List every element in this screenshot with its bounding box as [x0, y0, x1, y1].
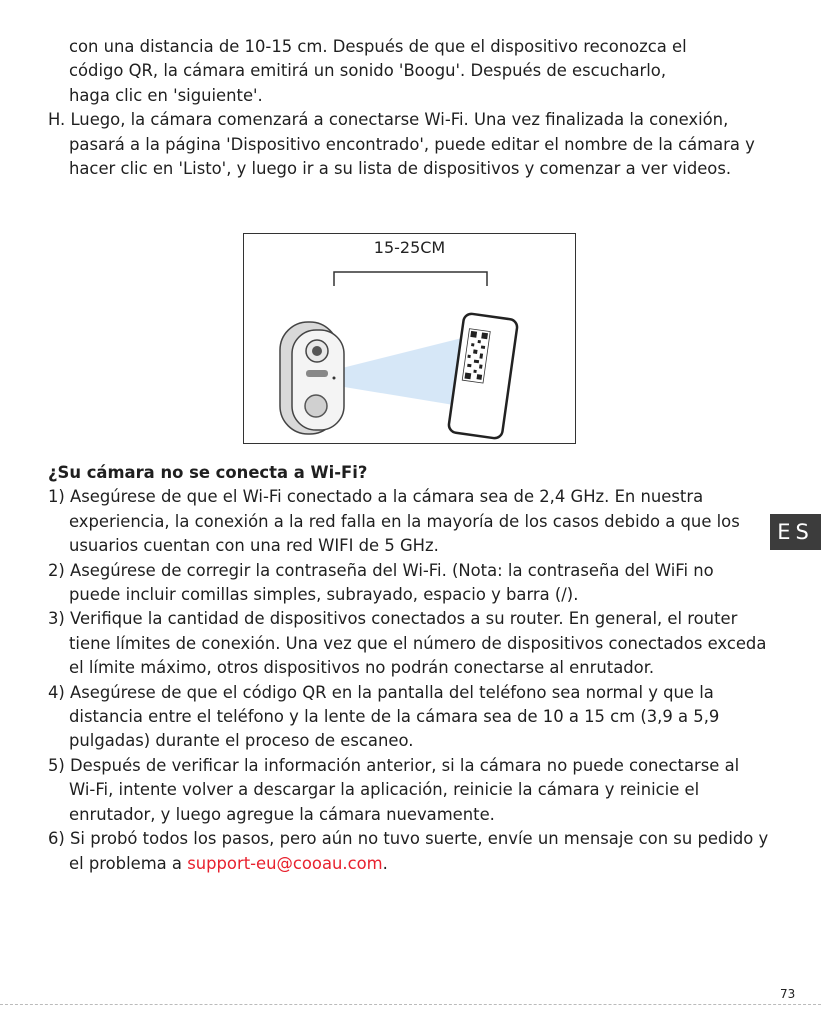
- troubleshoot-item-2: 2) Asegúrese de corregir la contraseña del Wi-Fi. (Nota: la contraseña del WiFi no puede incluir comillas simples, subrayado, espacio y barra (/).: [48, 560, 714, 605]
- step-g-line-1: con una distancia de 10-15 cm. Después de que el dispositivo reconozca el: [69, 37, 687, 56]
- distance-label: 15-25CM: [373, 238, 446, 257]
- camera-pairing-figure: [243, 233, 576, 444]
- language-tab: ES: [770, 514, 821, 550]
- step-g-line-3: haga clic en 'siguiente'.: [69, 85, 263, 105]
- camera-phone-illustration: [244, 234, 575, 443]
- troubleshoot-item-1: 1) Asegúrese de que el Wi-Fi conectado a la cámara sea de 2,4 GHz. En nuestra experiencia, la conexión a la red falla en la mayoría de los casos debido a que los usuarios cuentan con una red WIFI de 5 GHz.: [48, 487, 740, 556]
- troubleshoot-item-5: 5) Después de verificar la información anterior, si la cámara no puede conectarse al Wi-Fi, intente volver a descargar la aplicación, reinicie la cámara y reinicie el enrutador, y luego agregue la cámara nuevamente.: [48, 755, 740, 824]
- distance-bracket: [334, 272, 487, 286]
- troubleshoot-item-6: [48, 827, 770, 876]
- scan-beam: [326, 337, 466, 407]
- troubleshoot-item-3: 3) Verifique la cantidad de dispositivos conectados a su router. En general, el router tiene límites de conexión. Una vez que el número de dispositivos conectados exceda el límite máximo, otros dispositivos no podrán conectarse al enrutador.: [48, 609, 767, 678]
- intro-section: [48, 35, 770, 181]
- page-number: 73: [780, 987, 796, 1001]
- item-6-text: 6) Si probó todos los pasos, pero aún no tuvo suerte, envíe un mensaje con su pedido y el problema a: [48, 829, 769, 873]
- step-g-line-2: código QR, la cámara emitirá un sonido 'Boogu'. Después de escucharlo,: [69, 61, 667, 81]
- troubleshoot-item-4: 4) Asegúrese de que el código QR en la pantalla del teléfono sea normal y que la distancia entre el teléfono y la lente de la cámara sea de 10 a 15 cm (3,9 a 5,9 pulgadas) durante el proceso de escaneo.: [48, 682, 720, 751]
- troubleshoot-heading: ¿Su cámara no se conecta a Wi-Fi?: [48, 463, 368, 482]
- camera-icon: [280, 322, 344, 434]
- page-edge-divider: [0, 1004, 821, 1005]
- phone-icon: [448, 313, 518, 439]
- step-h: H. Luego, la cámara comenzará a conectarse Wi-Fi. Una vez finalizada la conexión, pasará a la página 'Dispositivo encontrado', puede editar el nombre de la cámara y hacer clic en 'Listo', y luego ir a su lista de dispositivos y comenzar a ver videos.: [48, 110, 755, 179]
- item-6-end: .: [382, 853, 388, 873]
- troubleshoot-section: [48, 461, 770, 876]
- support-email-link[interactable]: support-eu@cooau.com: [187, 853, 383, 873]
